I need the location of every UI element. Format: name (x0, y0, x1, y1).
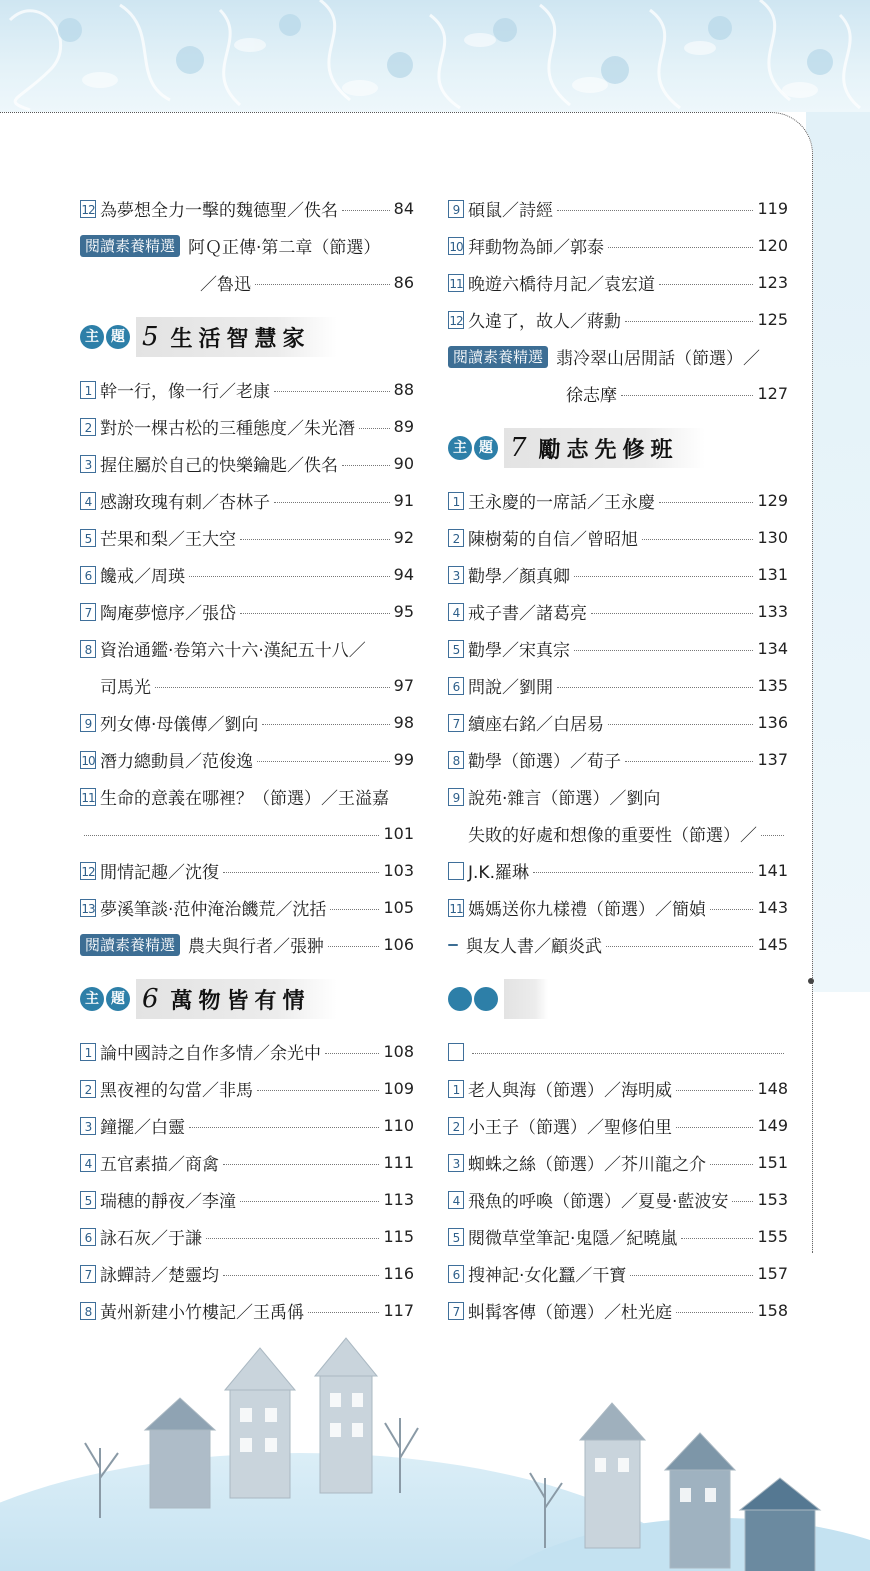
page-number: 111 (383, 1153, 414, 1172)
dot-leader (274, 391, 390, 392)
page-number: 135 (757, 676, 788, 695)
toc-entry[interactable] (80, 408, 414, 445)
page-number: 120 (757, 236, 788, 255)
entry-title: 阿Ｑ正傳‧第二章（節選） (188, 238, 381, 258)
dot-leader (223, 872, 379, 873)
reading-literacy-badge: 閱讀素養精選 (80, 934, 180, 956)
dot-leader (255, 284, 390, 285)
toc-entry[interactable] (80, 741, 414, 778)
toc-entry[interactable] (448, 190, 788, 227)
toc-left-column (80, 190, 414, 1329)
toc-entry[interactable] (448, 630, 788, 667)
lesson-number: 5 (80, 529, 96, 547)
lesson-number (448, 1043, 464, 1061)
toc-entry[interactable] (448, 482, 788, 519)
lesson-number: 2 (80, 418, 96, 436)
theme-label-icon (474, 987, 498, 1011)
lesson-number: 2 (448, 1117, 464, 1135)
page-number: 129 (757, 491, 788, 510)
entry-title: 失敗的好處和想像的重要性（節選）／ (468, 826, 757, 846)
dot-leader (342, 465, 390, 466)
entry-title: 潛力總動員／范俊逸 (100, 752, 253, 772)
theme-title-bar (136, 317, 337, 357)
page-number: 106 (383, 935, 414, 954)
entry-title: 黃州新建小竹樓記／王禹偁 (100, 1303, 304, 1323)
lesson-number: 6 (80, 1228, 96, 1246)
dot-leader (257, 1090, 379, 1091)
toc-entry[interactable] (80, 1218, 414, 1255)
page-number: 131 (757, 565, 788, 584)
dot-leader (625, 321, 753, 322)
toc-entry[interactable] (80, 778, 414, 815)
entry-title: 拜動物為師／郭泰 (468, 238, 604, 258)
toc-entry[interactable] (448, 1218, 788, 1255)
toc-entry[interactable] (448, 1107, 788, 1144)
page-number: 149 (757, 1116, 788, 1135)
entry-title: 搜神記‧女化蠶／干寶 (468, 1266, 627, 1286)
entry-title: 列女傳‧母儀傳／劉向 (100, 715, 259, 735)
page-number: 157 (757, 1264, 788, 1283)
dot-leader (630, 1275, 753, 1276)
theme-heading (80, 973, 414, 1025)
entry-title: 五官素描／商禽 (100, 1155, 219, 1175)
dot-leader (710, 909, 753, 910)
toc-entry[interactable] (80, 852, 414, 889)
entry-title: 黑夜裡的勾當／非馬 (100, 1081, 253, 1101)
dot-leader (732, 1201, 753, 1202)
dot-leader (659, 502, 753, 503)
lesson-number: 2 (448, 529, 464, 547)
floral-pattern (0, 0, 870, 112)
entry-title: 陳樹菊的自信／曾昭旭 (468, 530, 638, 550)
lesson-number: 11 (448, 899, 464, 917)
entry-title: 閱微草堂筆記‧鬼隱／紀曉嵐 (468, 1229, 678, 1249)
theme-number: 7 (510, 433, 527, 463)
toc-entry[interactable] (80, 1107, 414, 1144)
dot-leader (681, 1238, 753, 1239)
entry-title: 媽媽送你九樣禮（節選）／簡媜 (468, 900, 706, 920)
lesson-number: 1 (448, 1080, 464, 1098)
lesson-number: 4 (80, 492, 96, 510)
entry-title: 為夢想全力一擊的魏德聖／佚名 (100, 201, 338, 221)
lesson-number: 12 (80, 200, 96, 218)
dot-leader (155, 687, 390, 688)
page-number: 113 (383, 1190, 414, 1209)
lesson-number: 5 (448, 1228, 464, 1246)
theme-label-icon: 題 (106, 325, 130, 349)
theme-name: 勵志先修班 (538, 436, 679, 463)
dot-leader (325, 1053, 379, 1054)
page-number: 119 (757, 199, 788, 218)
page-number: 108 (383, 1042, 414, 1061)
toc-entry[interactable] (80, 371, 414, 408)
entry-title: 問說／劉開 (468, 678, 553, 698)
theme-label-icon: 主 (80, 987, 104, 1011)
toc-entry[interactable] (80, 556, 414, 593)
dot-leader (240, 1201, 379, 1202)
toc-feature-entry[interactable] (448, 338, 788, 375)
dot-leader (557, 687, 753, 688)
dot-leader (625, 761, 753, 762)
dot-leader (557, 210, 753, 211)
theme-number: 5 (142, 322, 159, 352)
toc-entry[interactable] (80, 704, 414, 741)
theme-label-icon: 題 (474, 436, 498, 460)
lesson-number: 10 (448, 237, 464, 255)
top-decorative-banner (0, 0, 870, 112)
lesson-number: 12 (80, 862, 96, 880)
toc-entry[interactable] (80, 1181, 414, 1218)
entry-title: 司馬光 (100, 678, 151, 698)
toc-entry[interactable] (448, 301, 788, 338)
reading-literacy-badge (448, 944, 458, 946)
dot-leader (608, 247, 753, 248)
toc-feature-entry[interactable] (80, 926, 414, 963)
toc-entry-continuation[interactable] (80, 667, 414, 704)
bottom-scenery (0, 1318, 870, 1571)
lesson-number: 8 (80, 1302, 96, 1320)
lesson-number: 3 (448, 1154, 464, 1172)
page-number: 158 (757, 1301, 788, 1320)
theme-heading (448, 973, 788, 1025)
toc-entry[interactable] (80, 593, 414, 630)
page-number: 89 (393, 417, 414, 436)
dot-leader (240, 613, 390, 614)
toc-entry[interactable] (448, 1144, 788, 1181)
theme-label-icon: 主 (80, 325, 104, 349)
lesson-number (448, 862, 464, 880)
entry-title: 論中國詩之自作多情／余光中 (100, 1044, 321, 1064)
theme-label-icon (448, 987, 472, 1011)
entry-title: 鐘擺／白靈 (100, 1118, 185, 1138)
entry-title: 對於一棵古松的三種態度／朱光潛 (100, 419, 355, 439)
dot-leader (189, 576, 390, 577)
page-number: 99 (393, 750, 414, 769)
toc-entry[interactable] (80, 190, 414, 227)
dot-leader (574, 576, 753, 577)
entry-title: 農夫與行者／張翀 (188, 937, 325, 957)
entry-title: 勸學（節選）／荀子 (468, 752, 621, 772)
entry-title: 握住屬於自己的快樂鑰匙／佚名 (100, 456, 338, 476)
page-number: 137 (757, 750, 788, 769)
page-number: 105 (383, 898, 414, 917)
page-number: 116 (383, 1264, 414, 1283)
theme-name: 萬物皆有情 (170, 987, 311, 1014)
toc-entry[interactable] (448, 593, 788, 630)
lesson-number: 9 (80, 714, 96, 732)
entry-title: 資治通鑑‧卷第六十六‧漢紀五十八／ (100, 641, 366, 661)
entry-title: 詠石灰／于謙 (100, 1229, 202, 1249)
theme-label-icon: 主 (448, 436, 472, 460)
entry-title: 小王子（節選）／聖修伯里 (468, 1118, 672, 1138)
lesson-number: 6 (80, 566, 96, 584)
dot-leader (642, 539, 753, 540)
toc-entry[interactable] (80, 519, 414, 556)
entry-title: 生命的意義在哪裡？（節選）／王溢嘉 (100, 789, 389, 809)
lesson-number: 2 (80, 1080, 96, 1098)
dot-leader (223, 1275, 379, 1276)
theme-name: 生活智慧家 (170, 325, 311, 352)
entry-title: 瑞穗的靜夜／李潼 (100, 1192, 236, 1212)
theme-title-bar (504, 428, 705, 468)
toc-entry[interactable] (80, 1292, 414, 1329)
entry-title: 陶庵夢憶序／張岱 (100, 604, 236, 624)
entry-title: 夢溪筆談‧范仲淹治饑荒／沈括 (100, 900, 327, 920)
lesson-number: 4 (448, 1191, 464, 1209)
toc-entry[interactable] (80, 1070, 414, 1107)
reading-literacy-badge: 閱讀素養精選 (448, 346, 548, 368)
toc-entry[interactable] (448, 1070, 788, 1107)
page-number: 86 (393, 273, 414, 292)
lesson-number: 11 (80, 788, 96, 806)
dot-leader (608, 724, 753, 725)
page-number: 98 (393, 713, 414, 732)
entry-title: 續座右銘／白居易 (468, 715, 604, 735)
theme-heading (448, 422, 788, 474)
page-number: 103 (383, 861, 414, 880)
page-number: 94 (393, 565, 414, 584)
toc-entry-continuation[interactable] (80, 264, 414, 301)
dot-leader (710, 1164, 753, 1165)
lesson-number: 4 (80, 1154, 96, 1172)
toc-entry[interactable] (448, 519, 788, 556)
lesson-number: 8 (448, 751, 464, 769)
toc-feature-entry[interactable] (80, 227, 414, 264)
page-number: 155 (757, 1227, 788, 1246)
dot-leader (189, 1127, 379, 1128)
page-number: 90 (393, 454, 414, 473)
dot-leader (574, 650, 753, 651)
entry-title: 幹一行，像一行／老康 (100, 382, 270, 402)
page-number: 151 (757, 1153, 788, 1172)
toc-entry[interactable] (448, 227, 788, 264)
reading-literacy-badge: 閱讀素養精選 (80, 235, 180, 257)
entry-title: 虯髯客傳（節選）／杜光庭 (468, 1303, 672, 1323)
lesson-number: 7 (448, 1302, 464, 1320)
entry-title: 碩鼠／詩經 (468, 201, 553, 221)
toc-entry[interactable] (80, 445, 414, 482)
toc-entry-continuation[interactable] (80, 815, 414, 852)
dot-leader (262, 724, 389, 725)
entry-title: 王永慶的一席話／王永慶 (468, 493, 655, 513)
toc-entry[interactable] (80, 1033, 414, 1070)
toc-entry[interactable] (80, 1255, 414, 1292)
toc-entry[interactable] (448, 741, 788, 778)
toc-entry[interactable] (448, 556, 788, 593)
dot-leader (591, 613, 753, 614)
entry-title: 老人與海（節選）／海明威 (468, 1081, 672, 1101)
theme-heading (80, 311, 414, 363)
toc-entry[interactable] (448, 667, 788, 704)
lesson-number: 8 (80, 640, 96, 658)
entry-title: 饞戒／周瑛 (100, 567, 185, 587)
dot-leader (240, 539, 390, 540)
toc-entry[interactable] (80, 630, 414, 667)
page-number: 92 (393, 528, 414, 547)
lesson-number: 9 (448, 200, 464, 218)
dot-leader (206, 1238, 379, 1239)
toc-entry[interactable] (448, 1033, 788, 1070)
lesson-number: 6 (448, 1265, 464, 1283)
page-number: 141 (757, 861, 788, 880)
toc-entry[interactable] (448, 1292, 788, 1329)
entry-title: 飛魚的呼喚（節選）／夏曼‧藍波安 (468, 1192, 729, 1212)
page-number: 88 (393, 380, 414, 399)
toc-entry[interactable] (448, 1181, 788, 1218)
lesson-number: 1 (80, 381, 96, 399)
lesson-number: 5 (80, 1191, 96, 1209)
dot-leader (472, 1053, 784, 1054)
page-number: 91 (393, 491, 414, 510)
dot-leader (621, 395, 753, 396)
lesson-number: 1 (448, 492, 464, 510)
page-number: 127 (757, 384, 788, 403)
page-number: 136 (757, 713, 788, 732)
dot-leader (676, 1127, 753, 1128)
page-number: 134 (757, 639, 788, 658)
page-number: 143 (757, 898, 788, 917)
lesson-number: 3 (80, 1117, 96, 1135)
dot-leader (84, 835, 379, 836)
entry-title: 徐志摩 (566, 386, 617, 406)
toc-entry[interactable] (448, 1255, 788, 1292)
dot-leader (308, 1312, 379, 1313)
lesson-number: 3 (80, 455, 96, 473)
page-number: 95 (393, 602, 414, 621)
lesson-number: 1 (80, 1043, 96, 1061)
lesson-number: 5 (448, 640, 464, 658)
page-number: 123 (757, 273, 788, 292)
toc-entry-continuation[interactable] (448, 375, 788, 412)
dot-leader (676, 1312, 753, 1313)
lesson-number: 13 (80, 899, 96, 917)
page-number: 148 (757, 1079, 788, 1098)
dot-leader (257, 761, 390, 762)
lesson-number: 3 (448, 566, 464, 584)
lesson-number: 9 (448, 788, 464, 806)
theme-number: 6 (142, 984, 159, 1014)
toc-entry[interactable] (448, 852, 788, 889)
dot-leader (359, 428, 390, 429)
toc-entry[interactable] (80, 889, 414, 926)
toc-entry-continuation[interactable] (448, 815, 788, 852)
page-number: 101 (383, 824, 414, 843)
lesson-number: 7 (448, 714, 464, 732)
page-number: 153 (757, 1190, 788, 1209)
theme-title-bar (504, 979, 548, 1019)
lesson-number: 7 (80, 1265, 96, 1283)
entry-title: 感謝玫瑰有刺／杏林子 (100, 493, 270, 513)
page-number: 110 (383, 1116, 414, 1135)
page-number: 115 (383, 1227, 414, 1246)
divider-dot (808, 978, 814, 984)
entry-title: J.K.羅琳 (468, 863, 529, 883)
entry-title: 戒子書／諸葛亮 (468, 604, 587, 624)
dot-leader (761, 835, 784, 836)
toc-right-column (448, 190, 788, 1329)
dot-leader (330, 909, 379, 910)
page-number: 97 (393, 676, 414, 695)
right-decorative-band (806, 112, 870, 992)
entry-title: 詠蟬詩／楚靈均 (100, 1266, 219, 1286)
dot-leader (223, 1164, 379, 1165)
lesson-number: 7 (80, 603, 96, 621)
page-number: 145 (757, 935, 788, 954)
entry-title: 晚遊六橋待月記／袁宏道 (468, 275, 655, 295)
lesson-number: 11 (448, 274, 464, 292)
entry-title: 說苑‧雜言（節選）／劉向 (468, 789, 661, 809)
toc-entry[interactable] (448, 889, 788, 926)
lesson-number: 4 (448, 603, 464, 621)
page-number: 109 (383, 1079, 414, 1098)
theme-title-bar (136, 979, 337, 1019)
page-number: 125 (757, 310, 788, 329)
entry-title: 閒情記趣／沈復 (100, 863, 219, 883)
entry-title: 勸學／顏真卿 (468, 567, 570, 587)
page-number: 133 (757, 602, 788, 621)
entry-title: ／魯迅 (200, 275, 251, 295)
dot-leader (274, 502, 390, 503)
page-number: 84 (393, 199, 414, 218)
toc-entry[interactable] (80, 482, 414, 519)
page-number: 130 (757, 528, 788, 547)
lesson-number: 12 (448, 311, 464, 329)
toc-entry[interactable] (80, 1144, 414, 1181)
toc-entry[interactable] (448, 778, 788, 815)
toc-entry[interactable] (448, 264, 788, 301)
dot-leader (533, 872, 753, 873)
entry-title: 久違了，故人／蔣勳 (468, 312, 621, 332)
toc-entry[interactable] (448, 704, 788, 741)
dot-leader (606, 946, 753, 947)
lesson-number: 6 (448, 677, 464, 695)
page-number: 117 (383, 1301, 414, 1320)
dot-leader (328, 946, 379, 947)
entry-title: 翡冷翠山居閒話（節選）／ (556, 349, 761, 369)
entry-title: 勸學／宋真宗 (468, 641, 570, 661)
toc-feature-entry[interactable] (448, 926, 788, 963)
lesson-number: 10 (80, 751, 96, 769)
entry-title: 蜘蛛之絲（節選）／芥川龍之介 (468, 1155, 706, 1175)
dot-leader (659, 284, 753, 285)
dot-leader (676, 1090, 753, 1091)
entry-title: 與友人書／顧炎武 (466, 937, 602, 957)
theme-label-icon: 題 (106, 987, 130, 1011)
entry-title: 芒果和梨／王大空 (100, 530, 236, 550)
dot-leader (342, 210, 390, 211)
